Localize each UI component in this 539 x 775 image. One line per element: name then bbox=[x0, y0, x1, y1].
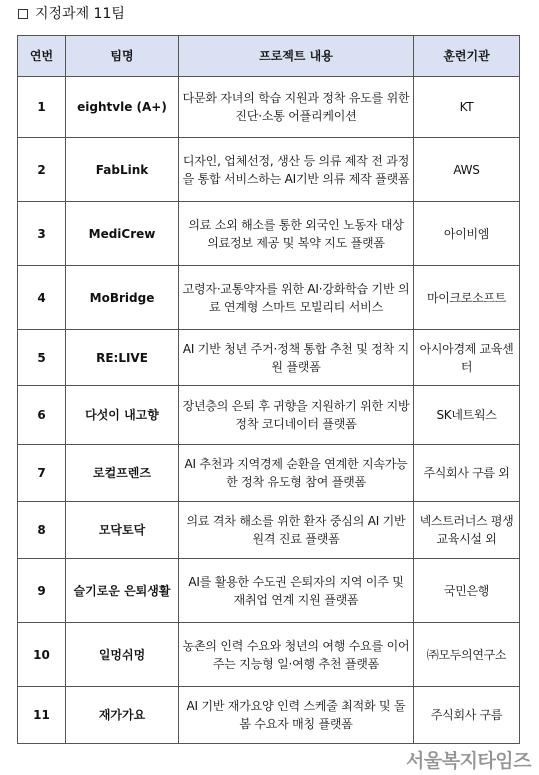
row-no: 1 bbox=[18, 77, 66, 138]
row-desc: 의료 격차 해소를 위한 환자 중심의 AI 기반 원격 진료 플랫폼 bbox=[179, 502, 414, 559]
page-title-text: 지정과제 11팀 bbox=[35, 6, 125, 22]
row-org: 주식회사 구름 bbox=[414, 687, 520, 744]
row-no: 5 bbox=[18, 330, 66, 386]
row-no: 9 bbox=[18, 559, 66, 623]
row-org: SK네트웍스 bbox=[414, 386, 520, 445]
table-row bbox=[18, 330, 520, 386]
row-desc: 고령자·교통약자를 위한 AI·강화학습 기반 의료 연계형 스마트 모빌리티 서비스 bbox=[179, 266, 414, 330]
row-org: 아이비엠 bbox=[414, 202, 520, 266]
row-team: FabLink bbox=[66, 138, 179, 202]
row-desc: AI 추천과 지역경제 순환을 연계한 지속가능한 정착 유도형 참여 플랫폼 bbox=[179, 445, 414, 502]
row-no: 2 bbox=[18, 138, 66, 202]
table-row bbox=[18, 138, 520, 202]
project-table bbox=[17, 35, 520, 744]
row-no: 8 bbox=[18, 502, 66, 559]
row-team: 다섯이 내고향 bbox=[66, 386, 179, 445]
row-team: RE:LIVE bbox=[66, 330, 179, 386]
table-row bbox=[18, 77, 520, 138]
row-no: 6 bbox=[18, 386, 66, 445]
page-title bbox=[18, 4, 125, 24]
table-row bbox=[18, 386, 520, 445]
watermark-logo: 서울복지타임즈 bbox=[406, 750, 531, 772]
row-team: 재가가요 bbox=[66, 687, 179, 744]
row-desc: AI 기반 청년 주거·정책 통합 추천 및 정착 지원 플랫폼 bbox=[179, 330, 414, 386]
row-org: 마이크로소프트 bbox=[414, 266, 520, 330]
row-org: KT bbox=[414, 77, 520, 138]
row-org: AWS bbox=[414, 138, 520, 202]
row-org: 넥스트러너스 평생교육시설 외 bbox=[414, 502, 520, 559]
row-desc: 장년층의 은퇴 후 귀향을 지원하기 위한 지방 정착 코디네이터 플랫폼 bbox=[179, 386, 414, 445]
header-org: 훈련기관 bbox=[414, 36, 520, 77]
row-no: 11 bbox=[18, 687, 66, 744]
row-team: 일멍쉬멍 bbox=[66, 623, 179, 687]
row-team: 로컬프렌즈 bbox=[66, 445, 179, 502]
header-desc: 프로젝트 내용 bbox=[179, 36, 414, 77]
row-desc: 디자인, 업체선정, 생산 등 의류 제작 전 과정을 통합 서비스하는 AI기반 의류 제작 플랫폼 bbox=[179, 138, 414, 202]
row-desc: 농촌의 인력 수요와 청년의 여행 수요를 이어주는 지능형 일·여행 추천 플랫폼 bbox=[179, 623, 414, 687]
row-desc: 다문화 자녀의 학습 지원과 정착 유도를 위한 진단·소통 어플리케이션 bbox=[179, 77, 414, 138]
row-org: 국민은행 bbox=[414, 559, 520, 623]
table-row bbox=[18, 266, 520, 330]
row-org: 아시아경제 교육센터 bbox=[414, 330, 520, 386]
table-row bbox=[18, 559, 520, 623]
row-no: 10 bbox=[18, 623, 66, 687]
header-no: 연번 bbox=[18, 36, 66, 77]
row-desc: AI를 활용한 수도권 은퇴자의 지역 이주 및 재취업 연계 지원 플랫폼 bbox=[179, 559, 414, 623]
row-team: 슬기로운 은퇴생활 bbox=[66, 559, 179, 623]
row-team: MoBridge bbox=[66, 266, 179, 330]
row-no: 4 bbox=[18, 266, 66, 330]
row-no: 3 bbox=[18, 202, 66, 266]
table-row bbox=[18, 687, 520, 744]
row-desc: 의료 소외 해소를 통한 외국인 노동자 대상 의료정보 제공 및 복약 지도 플랫폼 bbox=[179, 202, 414, 266]
row-no: 7 bbox=[18, 445, 66, 502]
row-desc: AI 기반 재가요양 인력 스케줄 최적화 및 돌봄 수요자 매칭 플랫폼 bbox=[179, 687, 414, 744]
header-team: 팀명 bbox=[66, 36, 179, 77]
table-row bbox=[18, 445, 520, 502]
table-row bbox=[18, 502, 520, 559]
table-header-row bbox=[18, 36, 520, 77]
row-org: 주식회사 구름 외 bbox=[414, 445, 520, 502]
table-row bbox=[18, 623, 520, 687]
row-team: eightvle (A+) bbox=[66, 77, 179, 138]
table-row bbox=[18, 202, 520, 266]
row-org: ㈜모두의연구소 bbox=[414, 623, 520, 687]
row-team: MediCrew bbox=[66, 202, 179, 266]
checkbox-icon bbox=[18, 9, 28, 19]
row-team: 모닥토닥 bbox=[66, 502, 179, 559]
